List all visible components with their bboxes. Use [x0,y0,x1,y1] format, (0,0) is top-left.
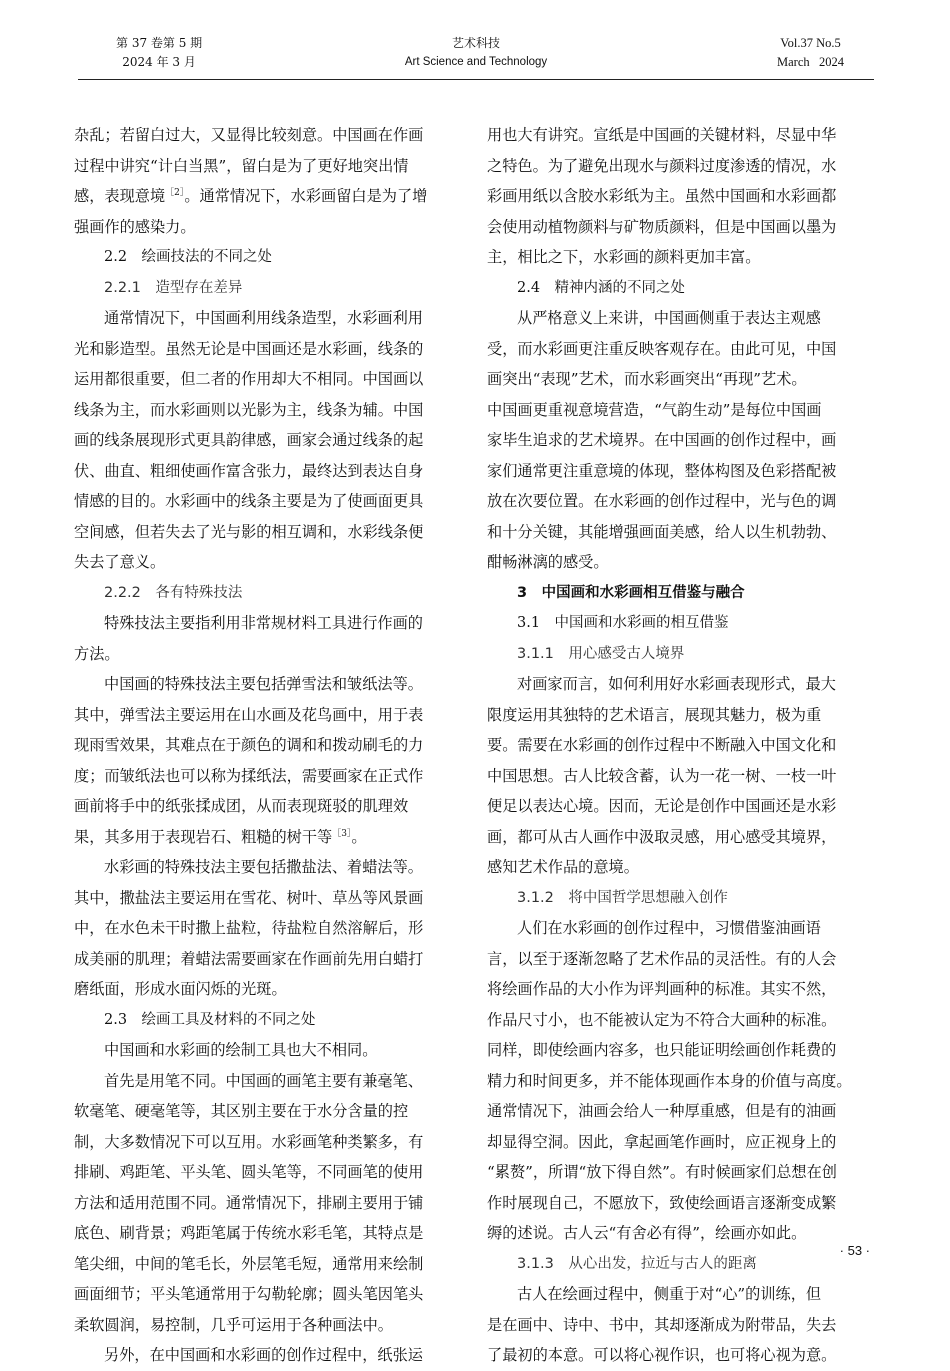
text-line: 要。需要在水彩画的创作过程中不断融入中国文化和 [487,736,837,754]
text-line: 会使用动植物颜料与矿物质颜料，但是中国画以墨为 [487,217,837,236]
text-line: 对画家而言，如何利用好水彩画表现形式，最大 [517,675,836,693]
text-line: 笔尖细，中间的笔毛长，外层笔毛短，通常用来绘制 [74,1254,424,1273]
text-line: 排刷、鸡距笔、平头笔、圆头笔等，不同画笔的使用 [74,1163,424,1181]
right-column [487,120,876,1371]
text-line: 画面细节；平头笔通常用于勾勒轮廓；圆头笔因笔头 [74,1285,424,1303]
text-line: 之特色。为了避免出现水与颜料过度渗透的情况，水 [487,156,837,175]
text-line: 言，以至于逐渐忽略了艺术作品的灵活性。有的人会 [487,949,837,968]
text-line: 画突出“表现”艺术，而水彩画突出“再现”艺术。 [487,370,807,388]
text-line: 彩画用纸以含胶水彩纸为主。虽然中国画和水彩画都 [487,187,837,205]
text-line: 水彩画的特殊技法主要包括撒盐法、着蜡法等。 [104,858,423,876]
text-line: 首先是用笔不同。中国画的画笔主要有兼毫笔、 [104,1071,423,1090]
text-line: 成美丽的肌理；着蜡法需要画家在作画前先用白蜡打 [74,949,424,968]
text-line: 空间感，但若失去了光与影的相互调和，水彩线条便 [74,522,424,541]
text-line: 方法。 [74,644,120,663]
text-line: 通常情况下，油画会给人一种厚重感，但是有的油画 [487,1102,837,1120]
left-column [74,120,463,1371]
text-line: 便足以表达心境。因而，无论是创作中国画还是水彩 [487,797,837,815]
subsection-heading: 3.1.3 从心出发，拉近与古人的距离 [517,1255,757,1272]
text-line: 中国画的特殊技法主要包括弹雪法和皱纸法等。 [104,675,423,693]
text-line: 底色、刷背景；鸡距笔属于传统水彩毛笔，其特点是 [74,1224,424,1242]
section-heading: 3.1 中国画和水彩画的相互借鉴 [517,615,729,631]
text-line: 通常情况下，中国画利用线条造型，水彩画利用 [104,309,423,327]
subsection-heading: 2.2.1 造型存在差异 [104,279,243,296]
citation-ref[interactable]: ［3］ [332,828,352,839]
text-span: 。 [351,827,367,846]
volume-en: Vol.37 No.5 [780,36,841,50]
text-line: 人们在水彩画的创作过程中，习惯借鉴油画语 [517,919,821,937]
date-en: March 2024 [777,55,844,69]
text-line: 运用都很重要，但二者的作用却大不相同。中国画以 [74,370,424,388]
text-line: 缛的述说。古人云“有舍必有得”，绘画亦如此。 [487,1224,807,1242]
text-line: 过程中讲究“计白当黑”，留白是为了更好地突出情 [74,156,409,175]
text-line: 限度运用其独特的艺术语言，展现其魅力，极为重 [487,705,822,724]
header-center [78,34,874,72]
text-line: 画前将手中的纸张揉成团，从而表现斑驳的肌理效 [74,797,409,815]
text-line: 软毫笔、硬毫笔等，其区别主要在于水分含量的控 [74,1102,409,1120]
section-heading: 2.2 绘画技法的不同之处 [104,249,273,265]
text-line: 画的线条展现形式更具韵律感，画家会通过线条的起 [74,431,424,449]
text-line: “累赘”，所谓“放下得自然”。有时候画家们总想在创 [487,1163,837,1181]
text-line: 同样，即使绘画内容多，也只能证明绘画创作耗费的 [487,1041,837,1059]
text-line: 感知艺术作品的意境。 [487,858,639,876]
text-line: 用也大有讲究。宣纸是中国画的关键材料，尽显中华 [487,126,837,144]
text-line: 另外，在中国画和水彩画的创作过程中，纸张运 [104,1346,423,1364]
text-line: 古人在绘画过程中，侧重于对“心”的训练，但 [517,1285,822,1303]
text-line: 现雨雪效果，其难点在于颜色的调和和拨动刷毛的力 [74,736,424,754]
text-line: 画，都可从古人画作中汲取灵感，用心感受其境界， [487,827,837,846]
text-line [74,181,463,212]
text-line: 主，相比之下，水彩画的颜料更加丰富。 [487,248,761,266]
text-line: 度；而皱纸法也可以称为揉纸法，需要画家在正式作 [74,766,424,785]
page-number: · 53 · [839,1243,870,1258]
text-span: 感，表现意境 [74,187,166,205]
text-line: 受，而水彩画更注重反映客观存在。由此可见，中国 [487,339,837,358]
volume-cn: 第 37 卷第 5 期 [116,36,203,50]
text-line: 强画作的感染力。 [74,217,196,236]
text-line: 中国画和水彩画的绘制工具也大不相同。 [104,1041,378,1059]
text-line: 杂乱；若留白过大，又显得比较刻意。中国画在作画 [74,126,424,144]
text-line: 将绘画作品的大小作为评判画种的标准。其实不然， [487,980,837,998]
text-line: 是在画中、诗中、书中，其却逐渐成为附带品，失去 [487,1315,837,1334]
text-line: 中国思想。古人比较含蓄，认为一花一树、一枝一叶 [487,766,837,785]
journal-title-en: Art Science and Technology [404,56,548,68]
text-line: 精力和时间更多，并不能体现画作本身的价值与高度。 [487,1071,852,1090]
text-line: 制，大多数情况下可以互用。水彩画笔种类繁多，有 [74,1132,424,1151]
text-line: 柔软圆润，易控制，几乎可运用于各种画法中。 [74,1315,393,1334]
text-line: 从严格意义上来讲，中国画侧重于表达主观感 [517,309,821,327]
date-cn: 2024 年 3 月 [122,55,196,69]
text-line: 方法和适用范围不同。通常情况下，排刷主要用于铺 [74,1193,424,1212]
text-line: 了最初的本意。可以将心视作识，也可将心视为意。 [487,1346,837,1364]
text-line: 家们通常更注重意境的体现，整体构图及色彩搭配被 [487,461,837,480]
text-line: 作品尺寸小，也不能被认定为不符合大画种的标准。 [487,1010,837,1029]
section-heading: 2.3 绘画工具及材料的不同之处 [104,1011,316,1028]
header-right [777,34,844,72]
text-line [74,822,463,853]
subsection-heading: 3.1.1 用心感受古人境界 [517,645,685,662]
text-line: 其中，弹雪法主要运用在山水画及花鸟画中，用于表 [74,705,424,724]
text-line: 却显得空洞。因此，拿起画笔作画时，应正视身上的 [487,1132,837,1151]
text-line: 中，在水色未干时撒上盐粒，待盐粒自然溶解后，形 [74,919,424,937]
text-line: 其中，撒盐法主要运用在雪花、树叶、草丛等风景画 [74,888,424,907]
text-line: 失去了意义。 [74,553,166,571]
text-span: 果，其多用于表现岩石、粗糙的树干等 [74,827,333,846]
text-line: 中国画更重视意境营造，“气韵生动”是每位中国画 [487,400,822,419]
text-line: 特殊技法主要指利用非常规材料工具进行作画的 [104,614,423,632]
subsection-heading: 2.2.2 各有特殊技法 [104,584,243,601]
journal-title-cn: 艺术科技 [451,36,500,50]
text-line: 情感的目的。水彩画中的线条主要是为了使画面更具 [74,492,424,510]
text-span: 。通常情况下，水彩画留白是为了增 [184,187,428,205]
text-line: 和十分关键，其能增强画面美感，给人以生机勃勃、 [487,522,837,541]
text-line: 磨纸面，形成水面闪烁的光斑。 [74,980,287,998]
text-line: 光和影造型。虽然无论是中国画还是水彩画，线条的 [74,339,424,358]
text-line: 作时展现自己，不愿放下，致使绘画语言逐渐变成繁 [487,1193,837,1212]
text-line: 伏、曲直、粗细使画作富含张力，最终达到表达自身 [74,461,424,480]
chapter-heading: 3 中国画和水彩画相互借鉴与融合 [517,584,745,601]
subsection-heading: 3.1.2 将中国哲学思想融入创作 [517,889,728,906]
text-line: 家毕生追求的艺术境界。在中国画的创作过程中，画 [487,431,837,449]
citation-ref[interactable]: ［2］ [165,187,185,198]
text-line: 酣畅淋漓的感受。 [487,553,609,571]
text-line: 线条为主，而水彩画则以光影为主，线条为辅。中国 [74,400,424,419]
page-header [78,34,874,80]
section-heading: 2.4 精神内涵的不同之处 [517,279,686,296]
text-line: 放在次要位置。在水彩画的创作过程中，光与色的调 [487,492,837,510]
